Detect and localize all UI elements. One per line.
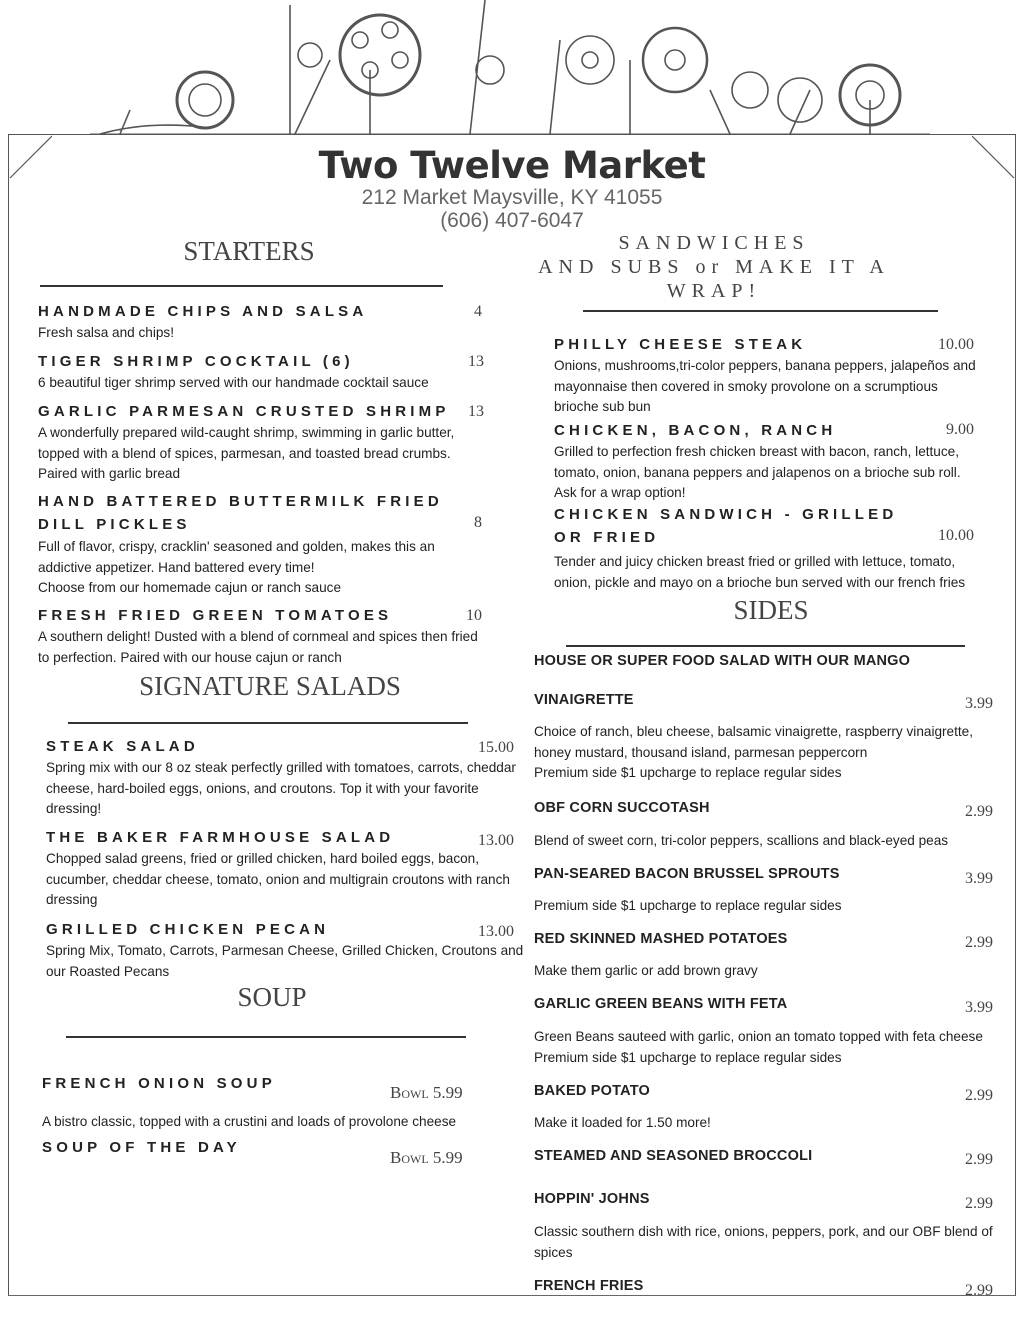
starters-item-price: 13 bbox=[468, 403, 484, 420]
starters-item-name: TIGER SHRIMP COCKTAIL (6) bbox=[38, 353, 354, 370]
salads-item-price: 13.00 bbox=[478, 923, 514, 940]
sides-item-description: Classic southern dish with rice, onions, peppers, pork, and our OBF blend of spices bbox=[534, 1224, 993, 1260]
sides-item-price: 3.99 bbox=[965, 999, 993, 1016]
sandwiches-item-description: Grilled to perfection fresh chicken breast with bacon, ranch, lettuce, tomato, onion, banana peppers and jalapenos on a brioche sub roll. Ask for a wrap option! bbox=[554, 444, 961, 500]
sides-item-price: 3.99 bbox=[965, 695, 993, 712]
sides-item-price: 2.99 bbox=[965, 1087, 993, 1104]
phone: (606) 407-6047 bbox=[440, 209, 584, 232]
sides-item-description: Premium side $1 upcharge to replace regular sides bbox=[534, 898, 842, 913]
starters-item-price: 10 bbox=[466, 607, 482, 624]
sandwiches-item-description: Onions, mushrooms,tri-color peppers, banana peppers, jalapeños and mayonnaise then covered in smoky provolone on a scrumptious brioche sub bun bbox=[554, 358, 976, 414]
salads-item-price: 13.00 bbox=[478, 832, 514, 849]
restaurant-name: Two Twelve Market bbox=[318, 144, 706, 187]
section-divider bbox=[66, 1036, 466, 1038]
starters-item-name: FRESH FRIED GREEN TOMATOES bbox=[38, 607, 393, 624]
salads-item-description: Spring Mix, Tomato, Carrots, Parmesan Cheese, Grilled Chicken, Croutons and our Roasted Pecans bbox=[46, 943, 524, 979]
starters-item-description: A wonderfully prepared wild-caught shrimp, swimming in garlic butter, topped with a blend of spices, parmesan, and toasted bread crumbs. Paired with garlic bread bbox=[38, 425, 455, 481]
salads-item-name: STEAK SALAD bbox=[46, 738, 199, 755]
soup-item-description: A bistro classic, topped with a crustini and loads of provolone cheese bbox=[42, 1114, 457, 1129]
sides-item-name: STEAMED AND SEASONED BROCCOLI bbox=[534, 1148, 813, 1164]
sandwiches-item-price: 10.00 bbox=[938, 336, 974, 353]
starters-item-name: GARLIC PARMESAN CRUSTED SHRIMP bbox=[38, 403, 450, 420]
starters-item-name: HAND BATTERED BUTTERMILK FRIED DILL PICKLES bbox=[38, 493, 443, 533]
section-divider bbox=[583, 310, 938, 312]
section-divider bbox=[68, 722, 468, 724]
salads-item-name: GRILLED CHICKEN PECAN bbox=[46, 921, 330, 938]
starters-item-price: 13 bbox=[468, 353, 484, 370]
section-heading-sandwiches: AND SUBS or MAKE IT A bbox=[538, 256, 890, 278]
sides-item-price: 2.99 bbox=[965, 1151, 993, 1168]
sides-item-price: 2.99 bbox=[965, 1282, 993, 1299]
salads-item-description: Spring mix with our 8 oz steak perfectly grilled with tomatoes, carrots, cheddar cheese, hard-boiled eggs, onions, and croutons. Top it with your favorite dressing! bbox=[46, 760, 516, 816]
sandwiches-item-name: CHICKEN SANDWICH - GRILLED OR FRIED bbox=[554, 506, 898, 546]
salads-item-description: Chopped salad greens, fried or grilled chicken, hard boiled eggs, bacon, cucumber, cheddar cheese, tomato, onion and multigrain croutons with ranch dressing bbox=[46, 851, 510, 907]
sides-item-price: 2.99 bbox=[965, 934, 993, 951]
sandwiches-item-price: 10.00 bbox=[938, 527, 974, 544]
sides-item-description: Make it loaded for 1.50 more! bbox=[534, 1115, 711, 1130]
soup-item-name: SOUP OF THE DAY bbox=[42, 1139, 241, 1156]
section-heading-sandwiches: SANDWICHES bbox=[618, 232, 810, 254]
sides-item-description: Green Beans sauteed with garlic, onion an tomato topped with feta cheese Premium side $1 upcharge to replace regular sides bbox=[534, 1029, 983, 1065]
address: 212 Market Maysville, KY 41055 bbox=[361, 186, 663, 209]
soup-item-price: Bowl 5.99 bbox=[390, 1083, 463, 1102]
sides-item-name: BAKED POTATO bbox=[534, 1083, 650, 1099]
sides-item-price: 2.99 bbox=[965, 803, 993, 820]
sandwiches-item-description: Tender and juicy chicken breast fried or grilled with lettuce, tomato, onion, pickle and mayo on a brioche bun served with our french fries bbox=[554, 554, 966, 590]
sides-item-name: VINAIGRETTE bbox=[534, 692, 634, 708]
section-heading-sandwiches: WRAP! bbox=[666, 280, 762, 302]
sides-item-name: RED SKINNED MASHED POTATOES bbox=[534, 931, 788, 947]
sandwiches-item-price: 9.00 bbox=[946, 421, 974, 438]
sides-item-name: OBF CORN SUCCOTASH bbox=[534, 800, 710, 816]
floral-illustration bbox=[90, 0, 930, 134]
starters-item-description: 6 beautiful tiger shrimp served with our handmade cocktail sauce bbox=[38, 375, 429, 390]
sides-item-price: 3.99 bbox=[965, 870, 993, 887]
section-heading-starters: STARTERS bbox=[183, 236, 315, 266]
sandwiches-item-name: PHILLY CHEESE STEAK bbox=[554, 336, 807, 353]
section-divider bbox=[40, 285, 443, 287]
salads-item-price: 15.00 bbox=[478, 739, 514, 756]
sides-item-description: Choice of ranch, bleu cheese, balsamic vinaigrette, raspberry vinaigrette, honey mustard, thousand island, parmesan peppercorn Premium side $1 upcharge to replace regular sides bbox=[534, 724, 974, 780]
starters-item-price: 8 bbox=[474, 514, 482, 531]
soup-item-name: FRENCH ONION SOUP bbox=[42, 1075, 276, 1092]
section-divider bbox=[566, 645, 965, 647]
sides-item-name: PAN-SEARED BACON BRUSSEL SPROUTS bbox=[534, 866, 840, 882]
sides-item-price: 2.99 bbox=[965, 1195, 993, 1212]
starters-item-price: 4 bbox=[474, 303, 482, 320]
sides-item-name: HOPPIN' JOHNS bbox=[534, 1191, 650, 1207]
salads-item-name: THE BAKER FARMHOUSE SALAD bbox=[46, 829, 395, 846]
section-heading-salads: SIGNATURE SALADS bbox=[139, 671, 401, 701]
starters-item-description: Full of flavor, crispy, cracklin' seasoned and golden, makes this an addictive appetizer. Hand battered every time! Choose from our homemade cajun or ranch sauce bbox=[38, 539, 435, 595]
sides-item-name: GARLIC GREEN BEANS WITH FETA bbox=[534, 996, 788, 1012]
sides-item-name: HOUSE OR SUPER FOOD SALAD WITH OUR MANGO bbox=[534, 653, 911, 669]
sides-item-description: Blend of sweet corn, tri-color peppers, scallions and black-eyed peas bbox=[534, 833, 949, 848]
sides-item-name: FRENCH FRIES bbox=[534, 1278, 644, 1294]
section-heading-sides: SIDES bbox=[733, 595, 809, 625]
sandwiches-item-name: CHICKEN, BACON, RANCH bbox=[554, 422, 837, 439]
section-heading-soup: SOUP bbox=[237, 982, 307, 1012]
soup-item-price: Bowl 5.99 bbox=[390, 1148, 463, 1167]
starters-item-name: HANDMADE CHIPS AND SALSA bbox=[38, 303, 368, 320]
starters-item-description: Fresh salsa and chips! bbox=[38, 325, 175, 340]
sides-item-description: Make them garlic or add brown gravy bbox=[534, 963, 758, 978]
starters-item-description: A southern delight! Dusted with a blend of cornmeal and spices then fried to perfection. Paired with our house cajun or ranch bbox=[38, 629, 478, 665]
